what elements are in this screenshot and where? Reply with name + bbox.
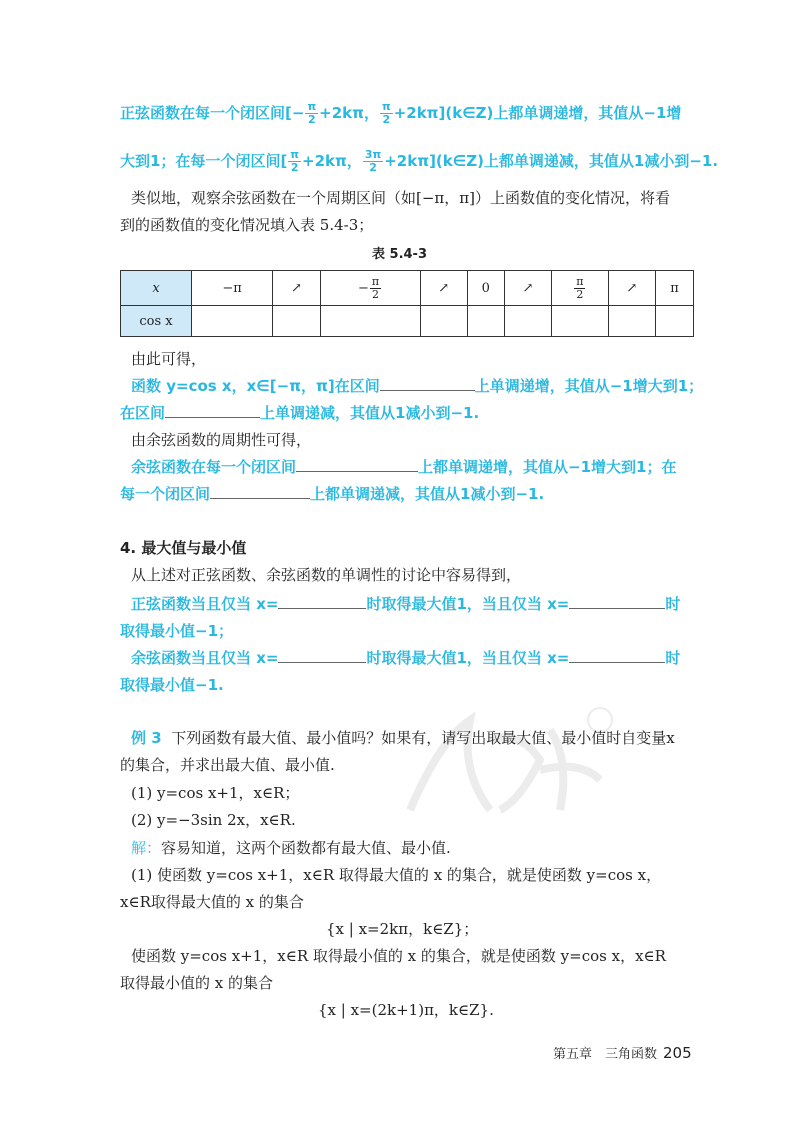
frac-minus-pi-over-2: − bbox=[291, 104, 305, 122]
cosine-max-line bbox=[131, 648, 731, 668]
table-cell[interactable] bbox=[420, 306, 467, 337]
header-x bbox=[121, 271, 192, 306]
table-cell: ↗ bbox=[273, 271, 320, 306]
cosine-decrease-line bbox=[120, 403, 720, 423]
sine-min-line: 取得最小值−1； bbox=[120, 622, 234, 640]
set-expression: {x | x=(2k+1)π，k∈Z}. bbox=[318, 1001, 494, 1019]
paragraph-line: 从上述对正弦函数、余弦函数的单调性的讨论中容易得到， bbox=[131, 566, 522, 584]
table-cell: 0 bbox=[467, 271, 504, 306]
table-cell: −π bbox=[192, 271, 273, 306]
text: 余弦函数当且仅当 x= bbox=[131, 649, 279, 667]
text: 时 bbox=[665, 595, 681, 613]
solution-label: 解： bbox=[131, 839, 162, 857]
table-cell[interactable] bbox=[504, 306, 551, 337]
text: +2kπ](k∈Z)上都单调递减，其值从1减小到−1. bbox=[384, 152, 719, 170]
table-row bbox=[121, 271, 694, 306]
paragraph-line: 的集合，并求出最大值、最小值. bbox=[120, 756, 335, 774]
header-cos: cos x bbox=[121, 306, 192, 337]
table-cell: ↗ bbox=[420, 271, 467, 306]
blank-field[interactable] bbox=[165, 403, 260, 418]
table-cell[interactable] bbox=[467, 306, 504, 337]
solution-line bbox=[131, 838, 731, 858]
text: 在区间 bbox=[120, 404, 166, 422]
text: 下列函数有最大值、最小值吗？如果有，请写出取最大值、最小值时自变量x bbox=[171, 729, 675, 747]
fraction: $\frac{3\pi}{2}$ bbox=[364, 148, 382, 174]
fraction: $\frac{\pi}{2}$ bbox=[290, 148, 299, 174]
blank-field[interactable] bbox=[569, 594, 665, 609]
example-label: 例 3 bbox=[131, 729, 162, 747]
blank-field[interactable] bbox=[278, 648, 366, 663]
table-caption: 表 5.4-3 bbox=[372, 247, 427, 262]
set-expression: {x | x=2kπ，k∈Z}； bbox=[326, 920, 479, 938]
table-cell bbox=[320, 271, 420, 306]
table-cell: ↗ bbox=[608, 271, 655, 306]
sine-max-line bbox=[131, 594, 731, 614]
minus-sign: − bbox=[357, 280, 369, 296]
text: 正弦函数当且仅当 x= bbox=[131, 595, 279, 613]
text: 容易知道，这两个函数都有最大值、最小值. bbox=[161, 839, 451, 857]
paragraph-line: 到的函数值的变化情况填入表 5.4-3； bbox=[120, 216, 374, 234]
fraction: $\frac{\pi}{2}$ bbox=[371, 274, 380, 301]
table-cell[interactable] bbox=[192, 306, 273, 337]
sine-decrease-line bbox=[120, 149, 720, 174]
example-item-1: (1) y=cos x+1，x∈R； bbox=[131, 784, 300, 802]
cosine-min-line: 取得最小值−1. bbox=[120, 676, 224, 694]
fraction: $\frac{\pi}{2}$ bbox=[576, 274, 584, 301]
fraction: $\frac{\pi}{2}$ bbox=[307, 100, 317, 126]
text: 余弦函数在每一个闭区间 bbox=[131, 458, 297, 476]
text: 函数 y=cos x，x∈[−π，π]在区间 bbox=[131, 377, 380, 395]
blank-field[interactable] bbox=[210, 484, 310, 499]
paragraph-line: x∈R取得最大值的 x 的集合 bbox=[120, 893, 304, 911]
example-title-line bbox=[131, 728, 731, 748]
text: 时取得最大值1，当且仅当 x= bbox=[366, 649, 570, 667]
sine-increase-line-1 bbox=[120, 101, 720, 126]
cosine-increase-line bbox=[131, 376, 731, 396]
table-cell: π bbox=[655, 271, 693, 306]
text: 每一个闭区间 bbox=[120, 485, 211, 503]
blank-field[interactable] bbox=[296, 457, 418, 472]
example-item-2: (2) y=−3sin 2x，x∈R. bbox=[131, 811, 296, 829]
paragraph-line: 类似地，观察余弦函数在一个周期区间（如[−π，π]）上函数值的变化情况，将看 bbox=[131, 189, 670, 207]
cosine-table bbox=[120, 270, 694, 337]
text: 时取得最大值1，当且仅当 x= bbox=[366, 595, 570, 613]
cosine-periodic-decrease bbox=[120, 484, 720, 504]
text: +2kπ， bbox=[302, 152, 362, 170]
fraction: $\frac{\pi}{2}$ bbox=[382, 100, 391, 126]
text: +2kπ， bbox=[319, 104, 379, 122]
table-cell[interactable] bbox=[655, 306, 693, 337]
paragraph-line: 由此可得， bbox=[131, 350, 207, 368]
table-cell bbox=[552, 271, 609, 306]
text: 上都单调递减，其值从1减小到−1. bbox=[310, 485, 545, 503]
text: 上单调递增，其值从−1增大到1； bbox=[474, 377, 704, 395]
table-cell[interactable] bbox=[552, 306, 609, 337]
table-row bbox=[121, 306, 694, 337]
text: 大到1；在每一个闭区间[ bbox=[120, 152, 288, 170]
cosine-periodic-increase bbox=[131, 457, 731, 477]
text: +2kπ](k∈Z)上都单调递增，其值从−1增 bbox=[393, 104, 682, 122]
paragraph-line: 使函数 y=cos x+1，x∈R 取得最小值的 x 的集合，就是使函数 y=cos x，x∈R bbox=[131, 947, 666, 965]
chapter-label: 第五章 三角函数 bbox=[553, 1047, 658, 1062]
page-number: 205 bbox=[663, 1044, 692, 1062]
page-footer bbox=[553, 1043, 692, 1062]
text: 上单调递减，其值从1减小到−1. bbox=[260, 404, 480, 422]
text: 上都单调递增，其值从−1增大到1；在 bbox=[418, 458, 677, 476]
section-title: 4. 最大值与最小值 bbox=[120, 539, 247, 557]
text: 正弦函数在每一个闭区间[ bbox=[120, 104, 292, 122]
blank-field[interactable] bbox=[569, 648, 665, 663]
table-cell: ↗ bbox=[504, 271, 551, 306]
paragraph-line: 取得最小值的 x 的集合 bbox=[120, 974, 273, 992]
text: 时 bbox=[665, 649, 681, 667]
paragraph-line: 由余弦函数的周期性可得， bbox=[131, 431, 312, 449]
table-cell[interactable] bbox=[273, 306, 320, 337]
table-cell[interactable] bbox=[608, 306, 655, 337]
blank-field[interactable] bbox=[380, 376, 475, 391]
paragraph-line: (1) 使函数 y=cos x+1，x∈R 取得最大值的 x 的集合，就是使函数 y=cos x， bbox=[131, 866, 662, 884]
table-cell[interactable] bbox=[320, 306, 420, 337]
blank-field[interactable] bbox=[278, 594, 366, 609]
x-label: x bbox=[152, 280, 160, 296]
